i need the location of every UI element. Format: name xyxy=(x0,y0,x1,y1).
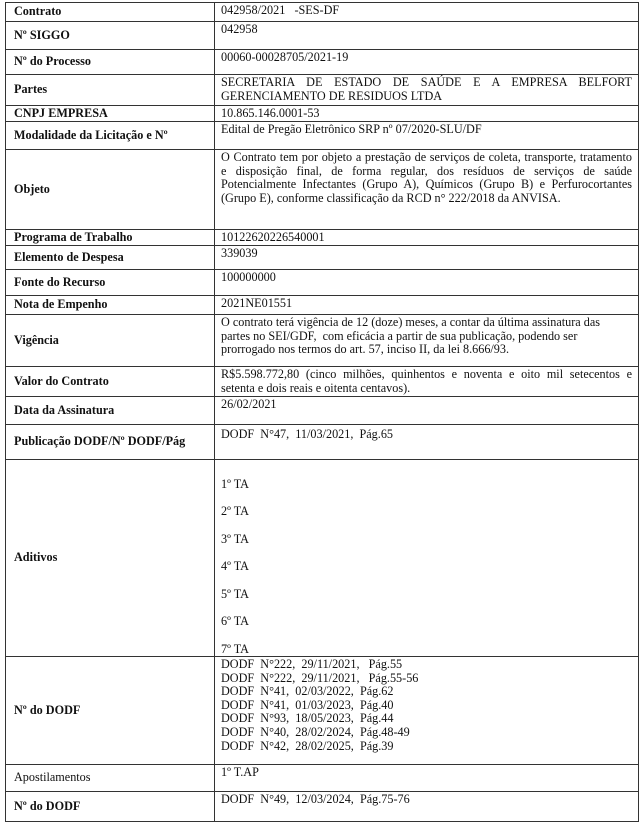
label-fonte: Fonte do Recurso xyxy=(6,270,215,296)
label-elemento: Elemento de Despesa xyxy=(6,246,215,270)
dodf-item-1: DODF N°222, 29/11/2021, Pág.55 xyxy=(221,657,403,671)
value-cnpj: 10.865.146.0001-53 xyxy=(215,106,639,122)
contract-summary-table xyxy=(5,2,639,822)
row-cnpj xyxy=(6,106,639,122)
aditivo-1: 1º TA xyxy=(221,477,249,491)
label-dodf: Nº do DODF xyxy=(6,657,215,765)
row-vigencia xyxy=(6,315,639,367)
value-contrato: 042958/2021 -SES-DF xyxy=(215,3,639,22)
row-elemento xyxy=(6,246,639,270)
label-assinatura: Data da Assinatura xyxy=(6,397,215,425)
row-dodf xyxy=(6,657,639,765)
label-cnpj: CNPJ EMPRESA xyxy=(6,106,215,122)
aditivo-2: 2º TA xyxy=(221,504,249,518)
label-dodf2: Nº do DODF xyxy=(6,792,215,822)
dodf-item-7: DODF N°42, 28/02/2025, Pág.39 xyxy=(221,738,394,753)
partes-line-2: GERENCIAMENTO DE RESIDUOS LTDA xyxy=(221,88,443,103)
dodf-item-5: DODF N°93, 18/05/2023, Pág.44 xyxy=(221,711,394,726)
value-apostilamentos: 1º T.AP xyxy=(215,765,639,792)
label-objeto: Objeto xyxy=(6,150,215,230)
value-programa: 10122620226540001 xyxy=(215,230,639,246)
row-publicacao xyxy=(6,425,639,460)
value-dodf2: DODF N°49, 12/03/2024, Pág.75-76 xyxy=(215,792,639,822)
row-processo xyxy=(6,50,639,75)
value-empenho: 2021NE01551 xyxy=(215,296,639,315)
label-contrato: Contrato xyxy=(6,3,215,22)
row-partes xyxy=(6,75,639,106)
value-modalidade: Edital de Pregão Eletrônico SRP nº 07/2020-SLU/DF xyxy=(215,122,639,150)
row-empenho xyxy=(6,296,639,315)
label-aditivos: Aditivos xyxy=(6,460,215,657)
row-contrato xyxy=(6,3,639,22)
aditivo-3: 3º TA xyxy=(221,531,249,546)
value-aditivos xyxy=(215,460,639,657)
value-publicacao: DODF N°47, 11/03/2021, Pág.65 xyxy=(215,425,639,460)
row-fonte xyxy=(6,270,639,296)
aditivo-7: 7º TA xyxy=(221,641,249,656)
row-assinatura xyxy=(6,397,639,425)
value-fonte: 100000000 xyxy=(215,270,639,296)
dodf-item-2: DODF N°222, 29/11/2021, Pág.55-56 xyxy=(221,670,419,685)
label-siggo: Nº SIGGO xyxy=(6,22,215,50)
value-objeto: O Contrato tem por objeto a prestação de serviços de coleta, transporte, tratamento e disposição final, de forma regular, dos resíduos de serviços de saúde Potencialmente Infectantes (Grupo A), Químicos (Grupo B) e Perfurocortantes (Grupo E), conforme classificação da RCD n° 222/2018 da ANVISA. xyxy=(215,150,639,230)
row-valor xyxy=(6,367,639,397)
aditivo-6: 6º TA xyxy=(221,614,249,628)
value-partes xyxy=(215,75,639,106)
label-programa: Programa de Trabalho xyxy=(6,230,215,246)
label-empenho: Nota de Empenho xyxy=(6,296,215,315)
label-modalidade: Modalidade da Licitação e Nº xyxy=(6,122,215,150)
value-processo: 00060-00028705/2021-19 xyxy=(215,50,639,75)
label-apostilamentos: Apostilamentos xyxy=(6,765,215,792)
label-vigencia: Vigência xyxy=(6,315,215,367)
value-valor: R$5.598.772,80 (cinco milhões, quinhentos e noventa e oito mil setecentos e setenta e dois reais e oitenta centavos). xyxy=(215,367,639,397)
row-apostilamentos xyxy=(6,765,639,792)
partes-line-1: SECRETARIA DE ESTADO DE SAÚDE E A EMPRESA BELFORT xyxy=(221,75,632,89)
label-valor: Valor do Contrato xyxy=(6,367,215,397)
value-vigencia: O contrato terá vigência de 12 (doze) meses, a contar da última assinatura das partes no SEI/GDF, com eficácia a partir de sua publicação, podendo ser prorrogado nos termos do art. 57, inciso II, da lei 8.666/93. xyxy=(215,315,639,367)
row-modalidade xyxy=(6,122,639,150)
dodf-item-6: DODF N°40, 28/02/2024, Pág.48-49 xyxy=(221,724,410,739)
value-assinatura: 26/02/2021 xyxy=(215,397,639,425)
aditivo-4: 4º TA xyxy=(221,559,249,573)
label-publicacao: Publicação DODF/Nº DODF/Pág xyxy=(6,425,215,460)
value-siggo: 042958 xyxy=(215,22,639,50)
row-aditivos xyxy=(6,460,639,657)
aditivo-5: 5º TA xyxy=(221,586,249,601)
value-elemento: 339039 xyxy=(215,246,639,270)
label-partes: Partes xyxy=(6,75,215,106)
value-dodf xyxy=(215,657,639,765)
row-objeto xyxy=(6,150,639,230)
dodf-item-3: DODF N°41, 02/03/2022, Pág.62 xyxy=(221,684,394,699)
row-dodf2 xyxy=(6,792,639,822)
dodf-item-4: DODF N°41, 01/03/2023, Pág.40 xyxy=(221,697,394,712)
row-programa xyxy=(6,230,639,246)
label-processo: Nº do Processo xyxy=(6,50,215,75)
row-siggo xyxy=(6,22,639,50)
